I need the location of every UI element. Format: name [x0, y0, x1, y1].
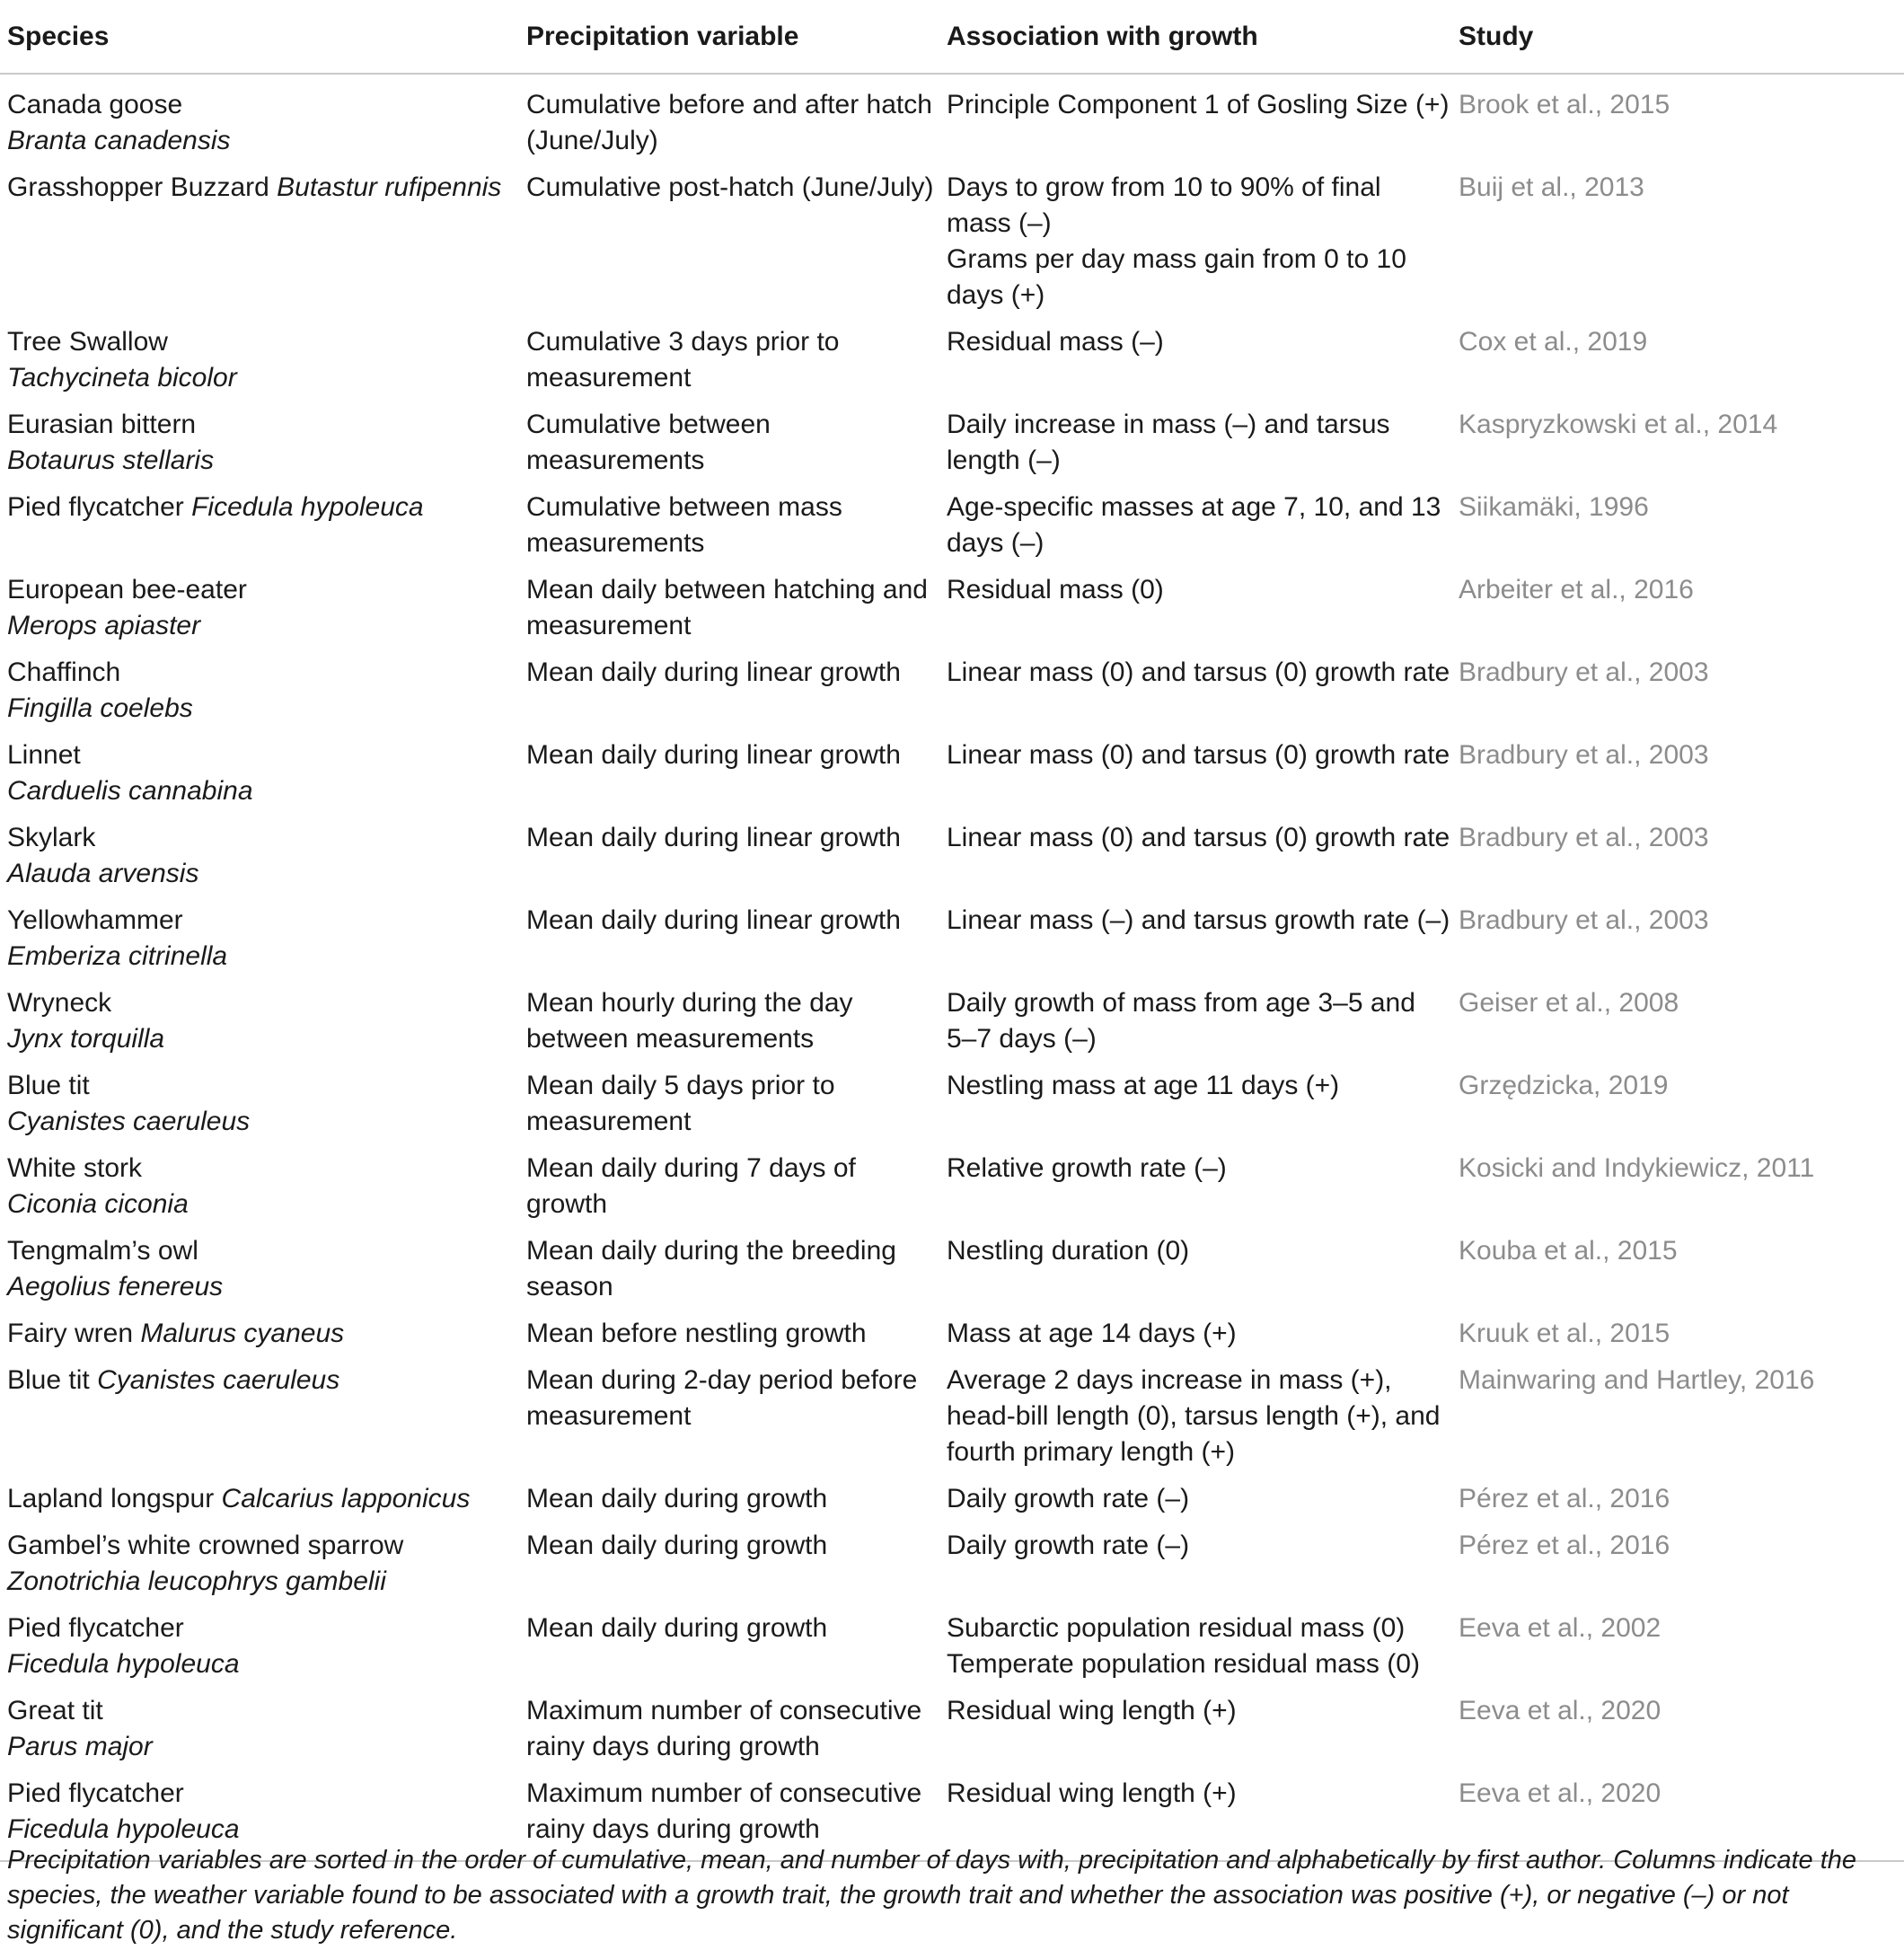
association-cell [939, 1476, 1451, 1522]
table-row [0, 1605, 1904, 1688]
association-line: Linear mass (0) and tarsus (0) growth rate [947, 657, 1450, 687]
study-reference-link[interactable]: Kaspryzkowski et al., 2014 [1459, 410, 1778, 439]
species-common-name: Grasshopper Buzzard [7, 172, 269, 202]
species-cell [0, 567, 519, 649]
table-row [0, 1688, 1904, 1770]
precipitation-cell: Mean daily during growth [526, 1484, 828, 1513]
table-row [0, 1522, 1904, 1605]
species-common-name: Chaffinch [7, 657, 121, 687]
species-scientific-name: Ficedula hypoleuca [7, 1814, 240, 1844]
species-cell [0, 484, 519, 567]
precipitation-cell: Mean daily during linear growth [526, 905, 901, 935]
precipitation-cell: Mean daily during linear growth [526, 740, 901, 770]
study-reference-link[interactable]: Bradbury et al., 2003 [1459, 657, 1709, 687]
species-scientific-name: Ficedula hypoleuca [191, 492, 424, 522]
species-cell [0, 1310, 519, 1357]
association-line: Residual wing length (+) [947, 1696, 1237, 1725]
table-row [0, 897, 1904, 980]
header-precipitation-variable: Precipitation variable [519, 0, 939, 74]
association-line: Nestling mass at age 11 days (+) [947, 1071, 1340, 1100]
species-common-name: Wryneck [7, 988, 112, 1018]
table-footnote: Precipitation variables are sorted in the order of cumulative, mean, and number of days with, precipitation and alphabetically by first author. Columns indicate the species, the weather variable found to be associated with a growth trait, the growth trait and whether the association was positive (+), or negative (–) or not significant (0), and the study reference. [7, 1846, 1857, 1945]
association-cell [939, 1522, 1451, 1605]
association-cell [939, 319, 1451, 401]
study-reference-link[interactable]: Eeva et al., 2020 [1451, 1770, 1904, 1861]
association-cell [939, 401, 1451, 484]
association-line: Daily growth rate (–) [947, 1484, 1190, 1513]
species-scientific-name: Branta canadensis [7, 126, 231, 155]
association-cell [939, 1688, 1451, 1770]
precipitation-cell: Mean during 2-day period before measurement [526, 1365, 918, 1431]
species-common-name: Tengmalm’s owl [7, 1236, 198, 1266]
species-scientific-name: Jynx torquilla [7, 1024, 165, 1054]
precipitation-cell: Mean daily during the breeding season [526, 1236, 896, 1301]
association-line: Temperate population residual mass (0) [947, 1649, 1420, 1679]
species-scientific-name: Calcarius lapponicus [221, 1484, 471, 1513]
species-scientific-name: Fingilla coelebs [7, 693, 193, 723]
species-cell [0, 1145, 519, 1228]
precipitation-cell: Cumulative before and after hatch (June/July) [526, 90, 932, 155]
precipitation-cell: Maximum number of consecutive rainy days during growth [519, 1770, 939, 1861]
table-row [0, 649, 1904, 732]
species-scientific-name: Butastur rufipennis [277, 172, 502, 202]
species-cell [0, 732, 519, 815]
association-line: Nestling duration (0) [947, 1236, 1190, 1266]
species-cell [0, 897, 519, 980]
species-scientific-name: Merops apiaster [7, 611, 201, 640]
species-cell [0, 815, 519, 897]
study-reference-link[interactable]: Eeva et al., 2002 [1459, 1613, 1662, 1643]
header-study: Study [1451, 0, 1904, 74]
table-row [0, 74, 1904, 164]
study-reference-link[interactable]: Arbeiter et al., 2016 [1459, 575, 1694, 604]
association-line: Linear mass (0) and tarsus (0) growth rate [947, 740, 1450, 770]
association-line: Age-specific masses at age 7, 10, and 13 days (–) [947, 492, 1441, 558]
species-common-name: Lapland longspur [7, 1484, 215, 1513]
species-scientific-name: Emberiza citrinella [7, 941, 228, 971]
species-scientific-name: Cyanistes caeruleus [7, 1107, 251, 1136]
association-cell [939, 1063, 1451, 1145]
study-reference-link[interactable]: Kruuk et al., 2015 [1459, 1319, 1670, 1348]
precipitation-cell: Mean daily during 7 days of growth [526, 1153, 856, 1219]
study-reference-link[interactable]: Pérez et al., 2016 [1459, 1484, 1670, 1513]
species-common-name: Great tit [7, 1696, 103, 1725]
species-cell [0, 1688, 519, 1770]
species-common-name: Skylark [7, 823, 96, 852]
association-line: Daily growth rate (–) [947, 1531, 1190, 1560]
association-line: Linear mass (–) and tarsus growth rate (–) [947, 905, 1450, 935]
table-header-row [0, 0, 1904, 74]
header-association-with-growth: Association with growth [939, 0, 1451, 74]
species-common-name: Canada goose [7, 90, 183, 119]
association-cell [939, 1145, 1451, 1228]
species-common-name: Gambel’s white crowned sparrow [7, 1531, 404, 1560]
species-scientific-name: Malurus cyaneus [140, 1319, 345, 1348]
species-cell [0, 1357, 519, 1476]
association-cell [939, 1605, 1451, 1688]
table-row [0, 1063, 1904, 1145]
precipitation-cell: Cumulative post-hatch (June/July) [526, 172, 934, 202]
association-line: Days to grow from 10 to 90% of final mass (–) [947, 172, 1381, 238]
study-reference-link[interactable]: Kosicki and Indykiewicz, 2011 [1459, 1153, 1815, 1183]
species-scientific-name: Botaurus stellaris [7, 446, 215, 475]
table-row [0, 1228, 1904, 1310]
association-cell [939, 484, 1451, 567]
species-scientific-name: Alauda arvensis [7, 859, 199, 888]
study-reference-link[interactable]: Bradbury et al., 2003 [1459, 905, 1709, 935]
precipitation-cell: Mean daily during growth [526, 1531, 828, 1560]
association-cell [939, 1228, 1451, 1310]
species-scientific-name: Tachycineta bicolor [7, 363, 237, 393]
table-row [0, 567, 1904, 649]
table-row [0, 1310, 1904, 1357]
study-reference-link[interactable]: Grzędzicka, 2019 [1459, 1071, 1669, 1100]
species-cell [0, 1605, 519, 1688]
study-reference-link[interactable]: Buij et al., 2013 [1459, 172, 1644, 202]
study-reference-link[interactable]: Pérez et al., 2016 [1459, 1531, 1670, 1560]
association-cell [939, 897, 1451, 980]
header-species: Species [0, 0, 519, 74]
association-line: Residual mass (0) [947, 575, 1164, 604]
species-cell [0, 74, 519, 164]
association-cell [939, 1310, 1451, 1357]
study-reference-link[interactable]: Siikamäki, 1996 [1459, 492, 1649, 522]
species-common-name: Linnet [7, 740, 81, 770]
species-cell [0, 980, 519, 1063]
table-row [0, 732, 1904, 815]
association-line: Relative growth rate (–) [947, 1153, 1227, 1183]
species-scientific-name: Cyanistes caeruleus [97, 1365, 340, 1395]
table-row [0, 319, 1904, 401]
table-row [0, 980, 1904, 1063]
study-reference-link[interactable]: Eeva et al., 2020 [1459, 1696, 1662, 1725]
association-line: Grams per day mass gain from 0 to 10 days (+) [947, 244, 1406, 310]
table-row [0, 815, 1904, 897]
association-line: Daily increase in mass (–) and tarsus length (–) [947, 410, 1390, 475]
association-line: Principle Component 1 of Gosling Size (+) [947, 90, 1450, 119]
species-common-name: Tree Swallow [7, 327, 168, 357]
table-row [0, 164, 1904, 319]
association-cell [939, 815, 1451, 897]
association-line: Linear mass (0) and tarsus (0) growth rate [947, 823, 1450, 852]
precipitation-cell: Cumulative between measurements [526, 410, 771, 475]
species-common-name: Yellowhammer [7, 905, 183, 935]
association-cell [939, 164, 1451, 319]
precipitation-cell: Mean hourly during the day between measurements [526, 988, 853, 1054]
precipitation-cell: Cumulative between mass measurements [526, 492, 842, 558]
table-row [0, 1357, 1904, 1476]
species-common-name: Fairy wren [7, 1319, 134, 1348]
precipitation-cell: Mean daily between hatching and measurement [526, 575, 928, 640]
association-cell [939, 649, 1451, 732]
species-common-name: Eurasian bittern [7, 410, 197, 439]
species-cell [0, 164, 519, 319]
species-scientific-name: Parus major [7, 1732, 153, 1761]
species-common-name: Pied flycatcher [7, 1613, 184, 1643]
species-common-name: Blue tit [7, 1365, 90, 1395]
species-common-name: Pied flycatcher [7, 492, 184, 522]
species-common-name: Pied flycatcher [7, 1778, 184, 1808]
association-line: Average 2 days increase in mass (+), head-bill length (0), tarsus length (+), and fourth primary length (+) [947, 1365, 1441, 1467]
precipitation-cell: Mean daily during linear growth [526, 657, 901, 687]
association-line: Daily growth of mass from age 3–5 and 5–7 days (–) [947, 988, 1415, 1054]
precipitation-cell: Maximum number of consecutive rainy days during growth [526, 1696, 922, 1761]
association-line: Mass at age 14 days (+) [947, 1319, 1237, 1348]
species-cell [0, 1522, 519, 1605]
species-scientific-name: Zonotrichia leucophrys gambelii [7, 1566, 386, 1596]
table-row [0, 1145, 1904, 1228]
species-scientific-name: Ciconia ciconia [7, 1189, 189, 1219]
study-reference-link[interactable]: Geiser et al., 2008 [1459, 988, 1679, 1018]
association-line: Residual mass (–) [947, 327, 1164, 357]
precipitation-cell: Mean before nestling growth [526, 1319, 867, 1348]
species-scientific-name: Ficedula hypoleuca [7, 1649, 240, 1679]
species-cell [0, 1476, 519, 1522]
precipitation-cell: Mean daily during growth [526, 1613, 828, 1643]
table-row [0, 1476, 1904, 1522]
association-line: Residual wing length (+) [947, 1778, 1237, 1808]
precipitation-cell: Mean daily 5 days prior to measurement [526, 1071, 835, 1136]
species-common-name: White stork [7, 1153, 143, 1183]
study-reference-link[interactable]: Brook et al., 2015 [1459, 90, 1670, 119]
association-cell [939, 732, 1451, 815]
species-cell [0, 319, 519, 401]
study-reference-link[interactable]: Bradbury et al., 2003 [1459, 740, 1709, 770]
precipitation-cell: Mean daily during linear growth [526, 823, 901, 852]
association-cell [939, 980, 1451, 1063]
table-row [0, 401, 1904, 484]
association-line: Subarctic population residual mass (0) [947, 1613, 1406, 1643]
species-cell [0, 1228, 519, 1310]
study-reference-link[interactable]: Mainwaring and Hartley, 2016 [1459, 1365, 1815, 1395]
table-body [0, 74, 1904, 1861]
study-reference-link[interactable]: Cox et al., 2019 [1459, 327, 1648, 357]
species-common-name: European bee-eater [7, 575, 247, 604]
species-scientific-name: Carduelis cannabina [7, 776, 253, 806]
association-cell [939, 1357, 1451, 1476]
table-row [0, 484, 1904, 567]
species-cell [0, 649, 519, 732]
association-cell [939, 567, 1451, 649]
precipitation-cell: Cumulative 3 days prior to measurement [526, 327, 840, 393]
association-cell [939, 74, 1451, 164]
study-reference-link[interactable]: Bradbury et al., 2003 [1459, 823, 1709, 852]
species-cell [0, 401, 519, 484]
study-reference-link[interactable]: Kouba et al., 2015 [1459, 1236, 1678, 1266]
species-cell [0, 1063, 519, 1145]
species-common-name: Blue tit [7, 1071, 90, 1100]
species-scientific-name: Aegolius fenereus [7, 1272, 224, 1301]
